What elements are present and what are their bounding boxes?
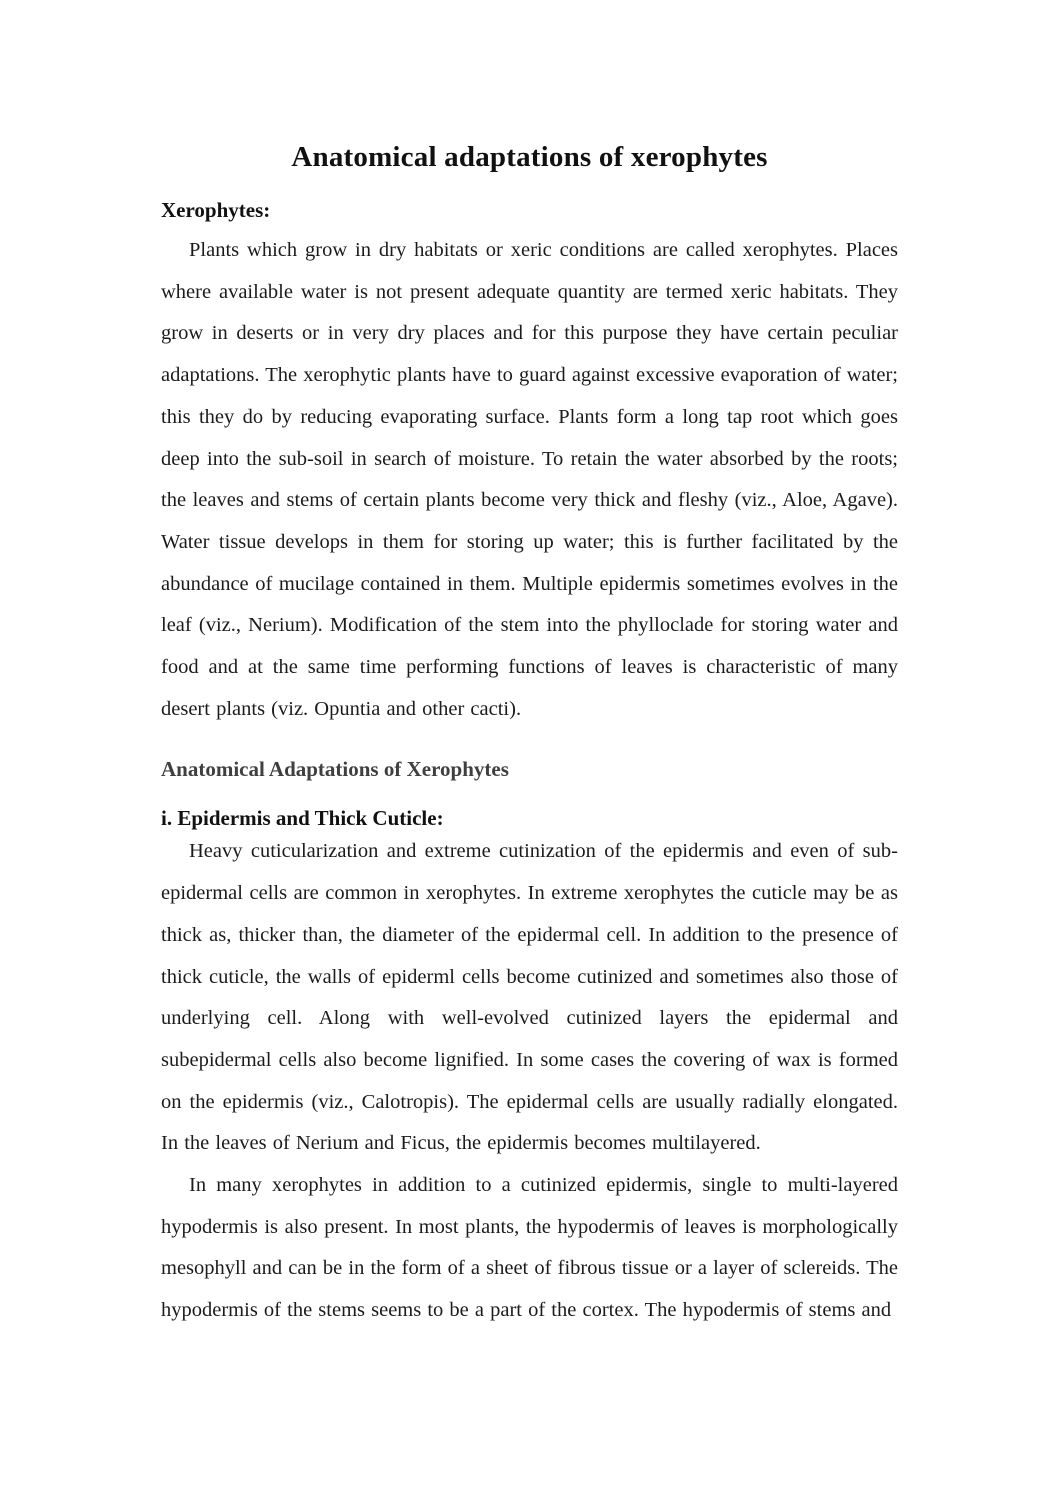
paragraph-epidermis-cuticle-2: In many xerophytes in addition to a cutinized epidermis, single to multi-layered hypodermis is also present. In most plants, the hypodermis of leaves is morphologically mesophyll and can be in the form of a sheet of fibrous tissue or a layer of sclereids. The hypodermis of the stems seems to be a part of the cortex. The hypodermis of stems and (161, 1174, 898, 1322)
paragraph-epidermis-cuticle-1: Heavy cuticularization and extreme cutinization of the epidermis and even of sub-epidermal cells are common in xerophytes. In extreme xerophytes the cuticle may be as thick as, thicker than, the diameter of the epidermal cell. In addition to the presence of thick cuticle, the walls of epiderml cells become cutinized and sometimes also those of underlying cell. Along with well-evolved cutinized layers the epidermal and subepidermal cells also become lignified. In some cases the covering of wax is formed on the epidermis (viz., Calotropis). The epidermal cells are usually radially elongated. In the leaves of Nerium and Ficus, the epidermis becomes multilayered. (161, 840, 898, 1155)
paragraph-xerophytes-intro: Plants which grow in dry habitats or xeric conditions are called xerophytes. Places where available water is not present adequate quantity are termed xeric habitats. They grow in deserts or in very dry places and for this purpose they have certain peculiar adaptations. The xerophytic plants have to guard against excessive evaporation of water; this they do by reducing evaporating surface. Plants form a long tap root which goes deep into the sub-soil in search of moisture. To retain the water absorbed by the roots; the leaves and stems of certain plants become very thick and fleshy (viz., Aloe, Agave). Water tissue develops in them for storing up water; this is further facilitated by the abundance of mucilage contained in them. Multiple epidermis sometimes evolves in the leaf (viz., Nerium). Modification of the stem into the phylloclade for storing water and food and at the same time performing functions of leaves is characteristic of many desert plants (viz. Opuntia and other cacti). (161, 239, 898, 720)
document-title: Anatomical adaptations of xerophytes (291, 141, 768, 173)
heading-anatomical-adaptations: Anatomical Adaptations of Xerophytes (161, 757, 509, 782)
heading-xerophytes: Xerophytes: (161, 198, 271, 222)
heading-epidermis-thick-cuticle: i. Epidermis and Thick Cuticle: (161, 806, 444, 831)
